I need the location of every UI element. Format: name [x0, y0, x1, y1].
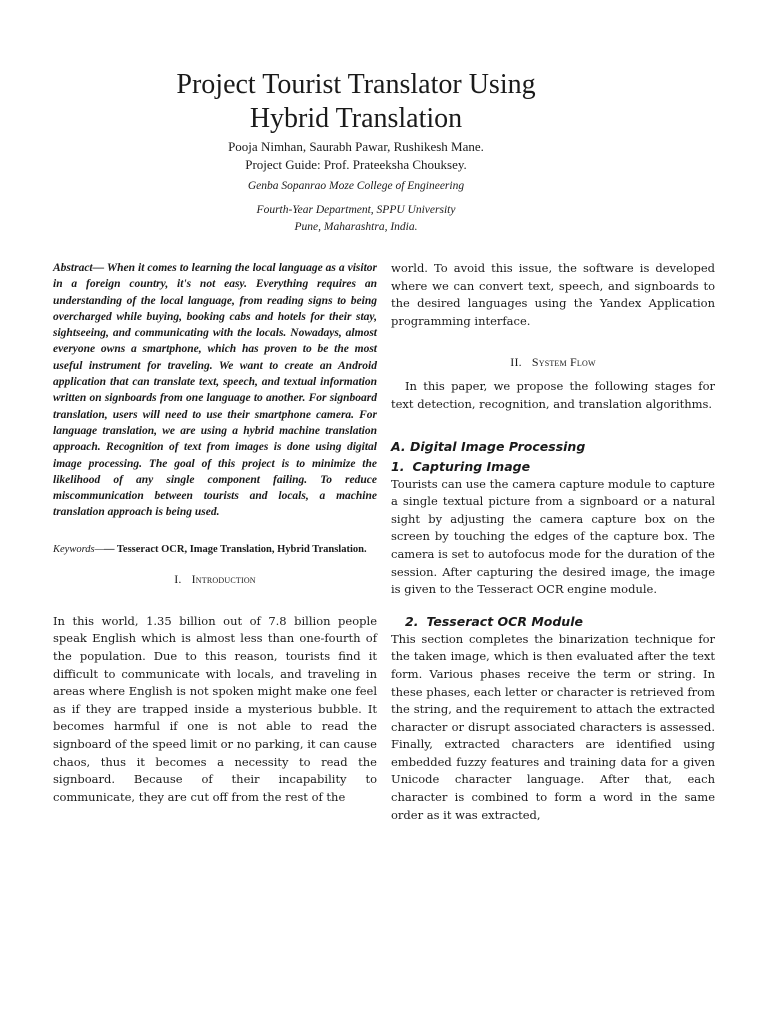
keywords: [53, 543, 377, 557]
section-title: System Flow: [531, 355, 596, 370]
subsubsection-title: Capturing Image: [412, 458, 531, 474]
section-number: I.: [174, 571, 182, 586]
paper-title: [0, 68, 712, 136]
affiliation-city: Pune, Maharashtra, India.: [294, 221, 418, 233]
affiliation-department: Fourth-Year Department, SPPU University: [256, 204, 456, 216]
affiliation-college: Genba Sopanrao Moze College of Engineering: [247, 180, 465, 192]
left-column: [53, 260, 377, 806]
title-line-2: Hybrid Translation: [249, 103, 463, 134]
author-list: Pooja Nimhan, Saurabh Pawar, Rushikesh Mane.: [228, 139, 484, 154]
title-line-1: Project Tourist Translator Using: [176, 69, 536, 100]
subsubsection-title: Tesseract OCR Module: [426, 613, 583, 629]
section-number: II.: [510, 355, 522, 370]
capturing-image-text: Tourists can use the camera capture module to capture a single textual picture from a signboard or a natural sight by adjusting the camera capture box on the screen by touching the edges of the capture box. The camera is set to autofocus mode for the duration of the session. After capturing the desired image, the image is given to the Tesseract OCR engine module.: [391, 476, 715, 597]
subsubsection-heading-capturing-image: [391, 458, 715, 476]
section-heading-introduction: [53, 571, 377, 587]
introduction-continuation: world. To avoid this issue, the software is developed where we can convert text, speech, and signboards to the desired languages using the Yandex Application programming interface.: [391, 261, 715, 328]
right-column: [391, 260, 715, 824]
keywords-text: — Tesseract OCR, Image Translation, Hybrid Translation.: [103, 543, 367, 555]
section-title: Introduction: [191, 571, 256, 586]
system-flow-text: In this paper, we propose the following stages for text detection, recognition, and translation algorithms.: [391, 379, 715, 411]
subsubsection-number: 2.: [405, 613, 419, 629]
subsection-heading-digital-image-processing: A. Digital Image Processing: [391, 438, 586, 454]
abstract: Abstract— When it comes to learning the local language as a visitor in a foreign country, it's not easy. Everything requires an understanding of the local language, from reading signs to being overcharged while buying, booking cabs and hotels for their stay, sightseeing, and communicating with the locals. Nowadays, almost everyone owns a smartphone, which has proven to be the most useful instrument for traveling. We want to create an Android application that can translate text, speech, and textual information written on signboards from one language to another. For signboard translation, users will need to use their smartphone camera. For language translation, we are using a hybrid machine translation approach. Recognition of text from images is done using digital image processing. The goal of this project is to minimize the likelihood of any single component failing. To reduce miscommunication between tourists and locals, a machine translation approach is being used.: [53, 262, 377, 519]
section-heading-system-flow: [391, 354, 715, 370]
tesseract-ocr-text: This section completes the binarization technique for the taken image, which is then evaluated after the text form. Various phases receive the term or string. In these phases, each letter or character is retrieved from the string, and the requirement to attach the extracted character or disrupt associated characters is assessed. Finally, extracted characters are identified using embedded fuzzy features and training data for a given Unicode character language. After that, each character is combined to form a word in the same order as it was extracted,: [391, 631, 715, 822]
introduction-text: In this world, 1.35 billion out of 7.8 billion people speak English which is almost less than one-fourth of the population. Due to this reason, tourists find it difficult to communicate with locals, and traveling in areas where English is not spoken might make one feel as if they are trapped inside a mysterious bubble. It becomes harmful if one is not able to read the signboard of the speed limit or no parking, it can cause chaos, thus it becomes a necessity to read the signboard. Because of their incapability to communicate, they are cut off from the rest of the: [53, 613, 377, 804]
subsubsection-heading-tesseract-ocr: [391, 613, 715, 631]
keywords-label: Keywords—: [53, 543, 104, 555]
subsubsection-number: 1.: [391, 458, 405, 474]
project-guide: Project Guide: Prof. Prateeksha Chouksey.: [245, 157, 467, 172]
